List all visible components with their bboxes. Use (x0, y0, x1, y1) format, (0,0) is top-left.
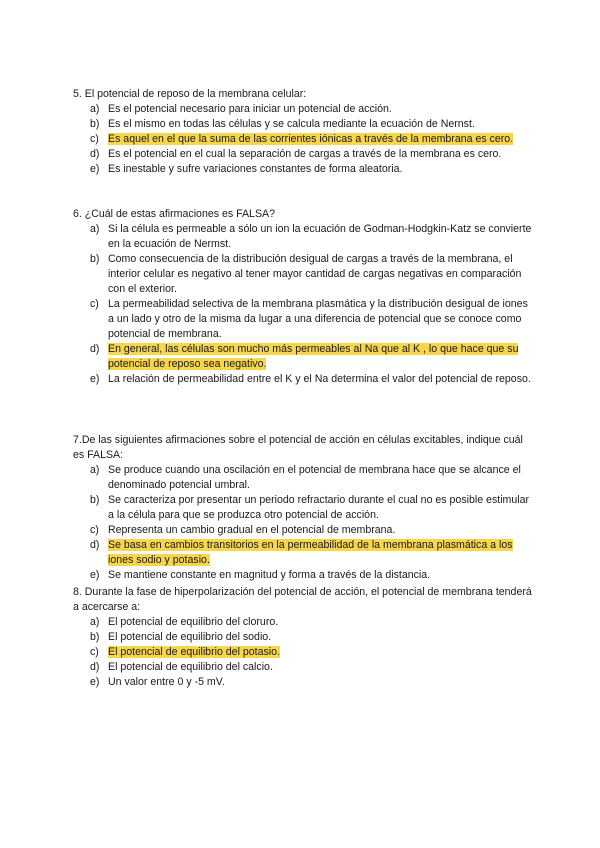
option-e (73, 675, 533, 690)
option-letter: e) (90, 569, 100, 581)
option-b (73, 117, 533, 132)
option-letter: a) (90, 223, 100, 235)
option-c-highlighted (73, 645, 533, 660)
highlighted-answer: En general, las células son mucho más permeables al Na que al K , lo que hace que su potencial de reposo sea negativo. (108, 343, 519, 370)
option-e (73, 162, 533, 177)
option-letter: c) (90, 646, 99, 658)
option-letter: a) (90, 103, 100, 115)
highlighted-answer: El potencial de equilibrio del potasio. (108, 646, 280, 658)
option-d (73, 660, 533, 675)
options-list (73, 463, 533, 583)
option-a (73, 102, 533, 117)
option-text: El potencial de equilibrio del cloruro. (108, 616, 279, 628)
option-text: Un valor entre 0 y -5 mV. (108, 676, 225, 688)
option-letter: e) (90, 373, 100, 385)
option-text: Si la célula es permeable a sólo un ion la ecuación de Godman-Hodgkin-Katz se convierte en la ecuación de Nermst. (108, 223, 532, 250)
option-e (73, 568, 533, 583)
question-stem: 7.De las siguientes afirmaciones sobre el potencial de acción en células excitables, indique cuál es FALSA: (73, 434, 523, 461)
option-text: Se mantiene constante en magnitud y forma a través de la distancia. (108, 569, 431, 581)
option-text: El potencial de equilibrio del calcio. (108, 661, 273, 673)
option-text: Es el mismo en todas las células y se calcula mediante la ecuación de Nernst. (108, 118, 475, 130)
question-5 (73, 87, 533, 177)
option-letter: a) (90, 616, 100, 628)
option-text: La relación de permeabilidad entre el K y el Na determina el valor del potencial de reposo. (108, 373, 531, 385)
option-letter: d) (90, 539, 100, 551)
highlighted-answer: Es aquel en el que la suma de las corrientes iónicas a través de la membrana es cero. (108, 133, 514, 145)
option-letter: b) (90, 118, 100, 130)
option-letter: d) (90, 343, 100, 355)
option-text: El potencial de equilibrio del sodio. (108, 631, 272, 643)
option-letter: b) (90, 494, 100, 506)
option-text: Es el potencial necesario para iniciar un potencial de acción. (108, 103, 392, 115)
options-list (73, 222, 533, 387)
option-c (73, 523, 533, 538)
option-letter: e) (90, 163, 100, 175)
option-letter: d) (90, 148, 100, 160)
options-list (73, 615, 533, 690)
option-letter: c) (90, 133, 99, 145)
question-stem: 5. El potencial de reposo de la membrana celular: (73, 88, 307, 100)
option-d (73, 147, 533, 162)
question-8 (73, 585, 533, 690)
option-text: Representa un cambio gradual en el potencial de membrana. (108, 524, 396, 536)
highlighted-answer: Se basa en cambios transitorios en la permeabilidad de la membrana plasmática a los iones sodio y potasio. (108, 539, 513, 566)
option-d-highlighted (73, 538, 533, 568)
question-7 (73, 433, 533, 583)
option-letter: b) (90, 253, 100, 265)
question-stem: 8. Durante la fase de hiperpolarización del potencial de acción, el potencial de membrana tenderá a acercarse a: (73, 586, 532, 613)
option-letter: e) (90, 676, 100, 688)
option-b (73, 630, 533, 645)
question-stem: 6. ¿Cuál de estas afirmaciones es FALSA? (73, 208, 275, 220)
option-b (73, 493, 533, 523)
question-6 (73, 207, 533, 387)
option-text: Se produce cuando una oscilación en el potencial de membrana hace que se alcance el denominado potencial umbral. (108, 464, 521, 491)
option-letter: c) (90, 524, 99, 536)
option-a (73, 463, 533, 493)
option-c (73, 297, 533, 342)
option-text: La permeabilidad selectiva de la membrana plasmática y la distribución desigual de iones a un lado y otro de la misma da lugar a una diferencia de potencial que se conoce como potencial de membrana. (108, 298, 528, 340)
option-letter: d) (90, 661, 100, 673)
option-letter: a) (90, 464, 100, 476)
option-letter: c) (90, 298, 99, 310)
option-e (73, 372, 533, 387)
option-text: Se caracteriza por presentar un periodo refractario durante el cual no es posible estimular a la célula para que se produzca otro potencial de acción. (108, 494, 530, 521)
option-c-highlighted (73, 132, 533, 147)
option-b (73, 252, 533, 297)
option-text: Es el potencial en el cual la separación de cargas a través de la membrana es cero. (108, 148, 502, 160)
option-a (73, 615, 533, 630)
option-text: Como consecuencia de la distribución desigual de cargas a través de la membrana, el interior celular es negativo al tener mayor cantidad de cargas negativas en comparación con el exterior. (108, 253, 522, 295)
option-a (73, 222, 533, 252)
option-letter: b) (90, 631, 100, 643)
options-list (73, 102, 533, 177)
option-text: Es inestable y sufre variaciones constantes de forma aleatoria. (108, 163, 403, 175)
option-d-highlighted (73, 342, 533, 372)
